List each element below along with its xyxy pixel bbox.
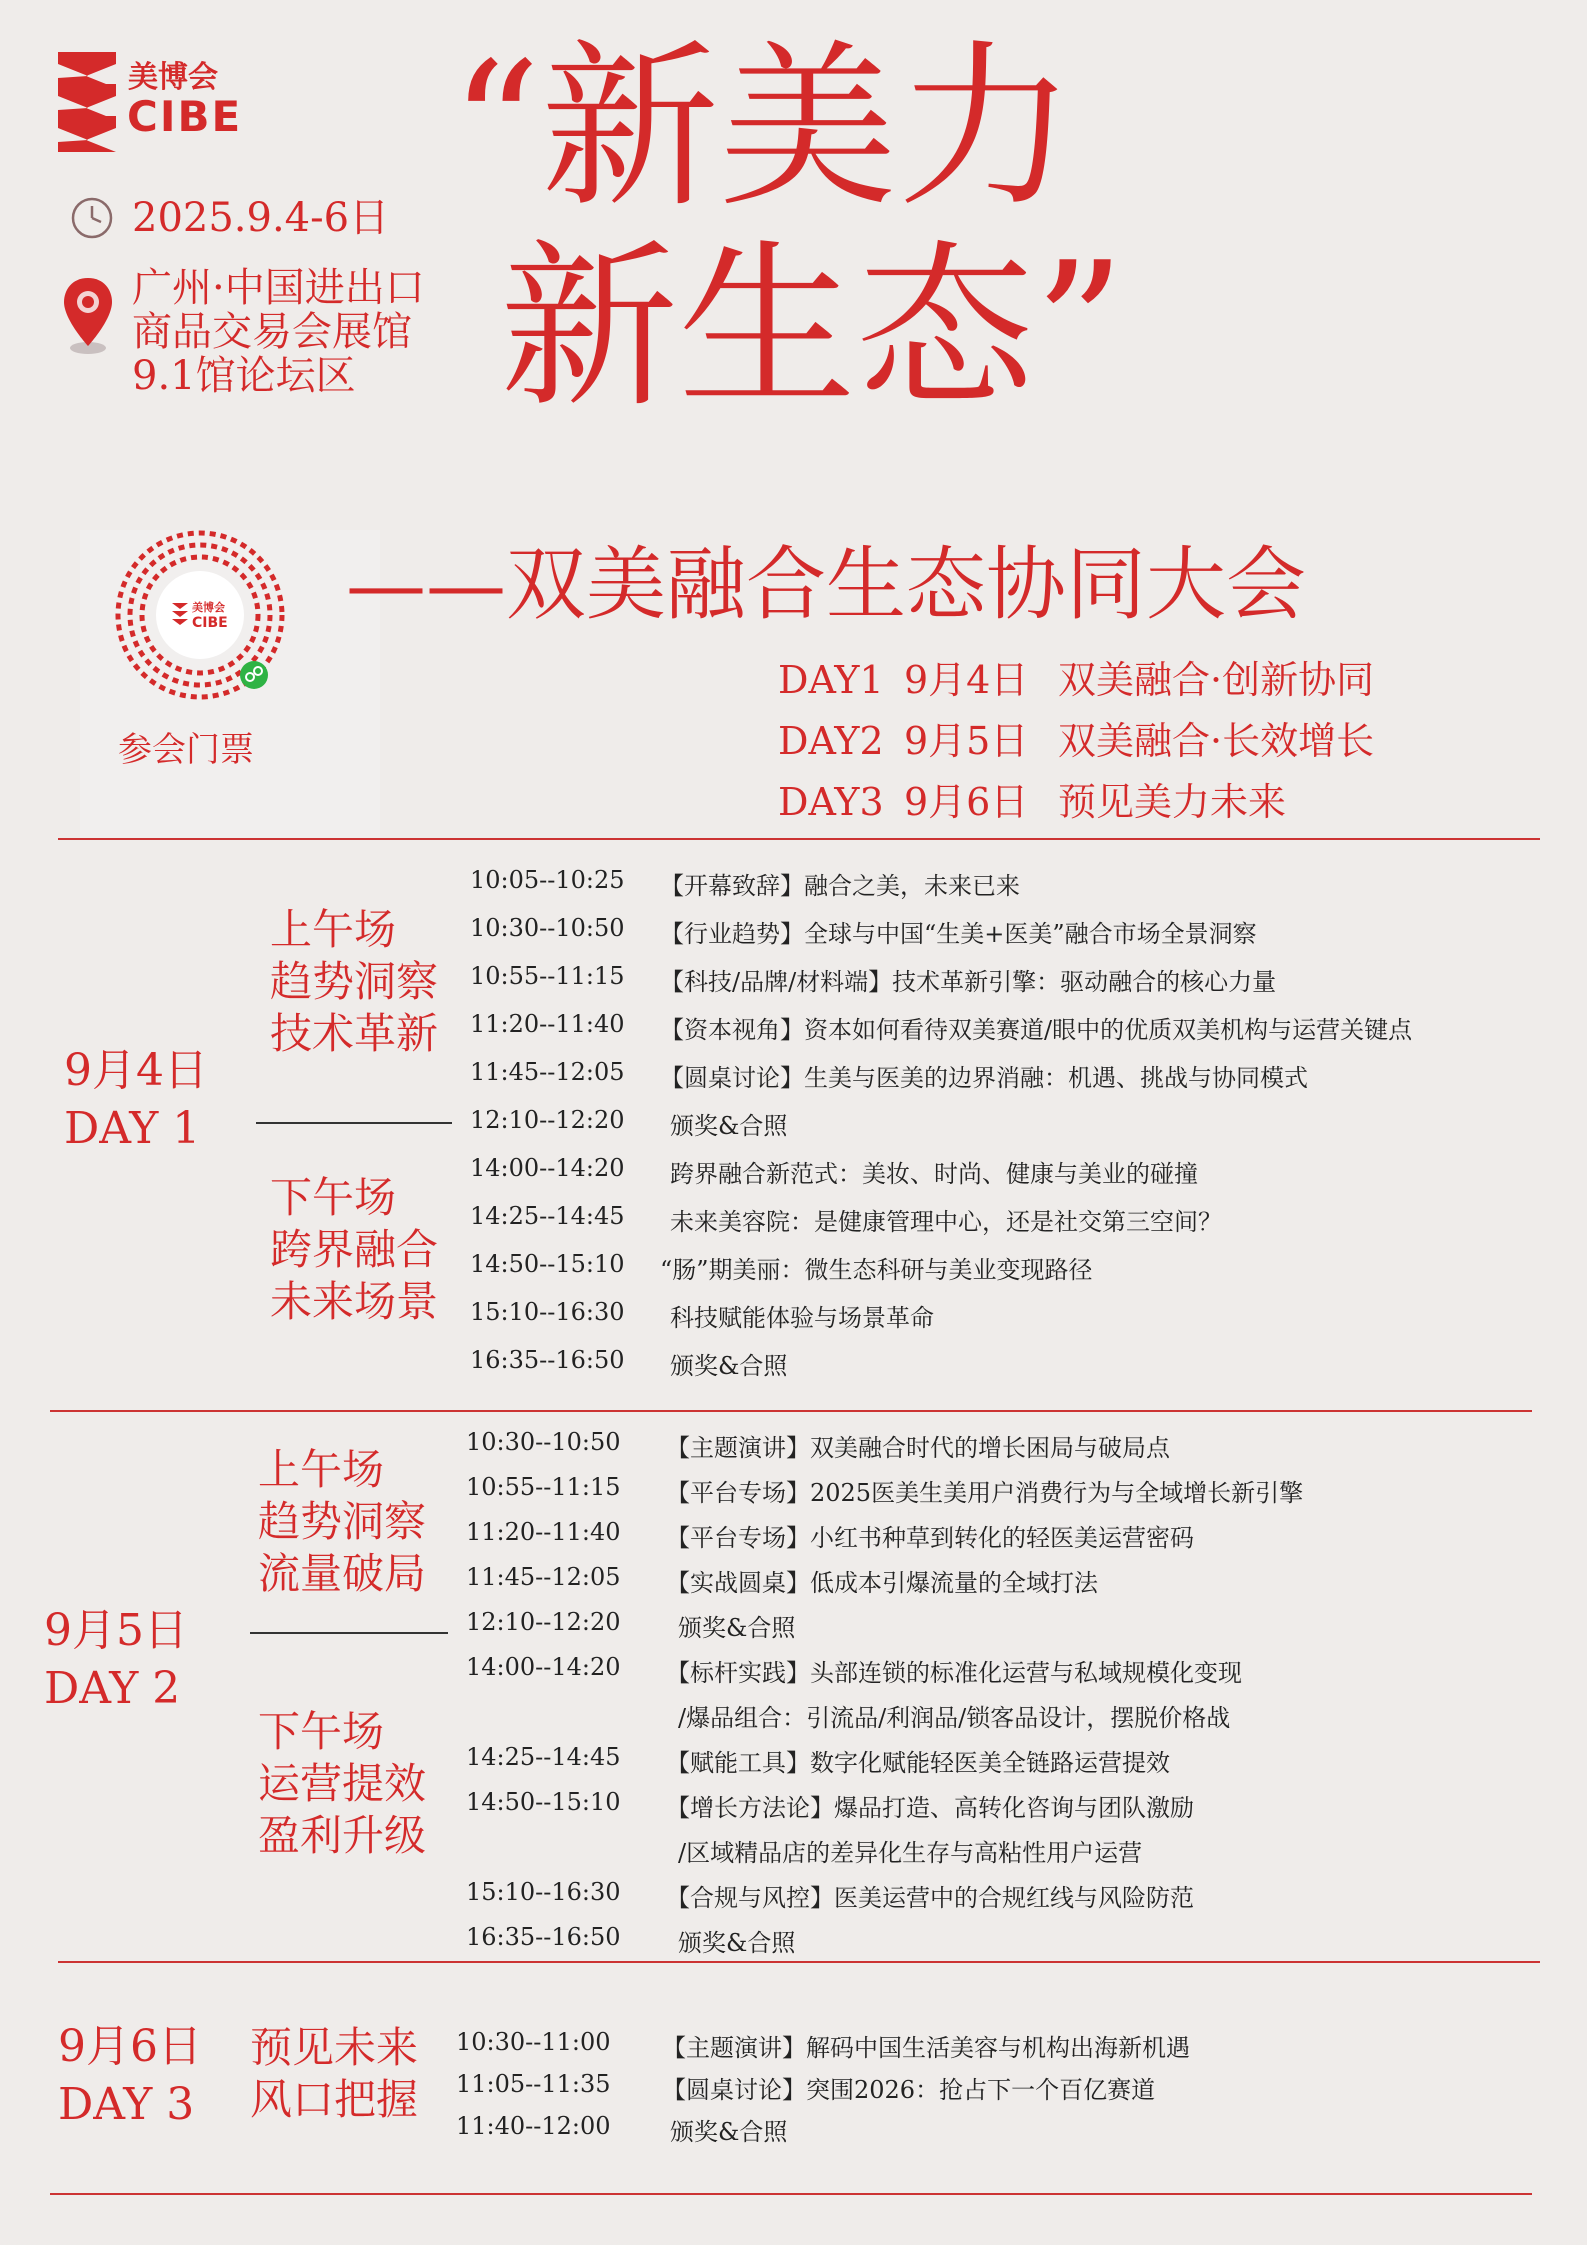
agenda-row [470, 1106, 1540, 1140]
agenda-description: 未来美容院：是健康管理中心，还是社交第三空间？ [670, 1208, 1222, 1236]
venue-line: 9.1馆论坛区 [132, 353, 356, 399]
agenda-description: 颁奖&合照 [678, 1929, 796, 1957]
agenda-time: 15:10--16:30 [470, 1298, 625, 1326]
section-divider [50, 1410, 1532, 1412]
agenda-time: 10:55--11:15 [470, 962, 625, 990]
agenda-row [466, 1518, 1536, 1552]
agenda-row [466, 1878, 1536, 1912]
agenda-row [466, 1788, 1536, 1822]
agenda-time: 11:20--11:40 [466, 1518, 621, 1546]
agenda-row [470, 1058, 1540, 1092]
day2-morning-session: 上午场 趋势洞察 流量破局 [258, 1445, 427, 1598]
svg-text:美博会: 美博会 [192, 601, 225, 614]
day-overview [778, 650, 1374, 833]
agenda-row [456, 2070, 1536, 2104]
agenda-description: 颁奖&合照 [670, 1352, 788, 1380]
agenda-time: 12:10--12:20 [466, 1608, 621, 1636]
agenda-description: 【实战圆桌】低成本引爆流量的全域打法 [666, 1569, 1098, 1597]
agenda-description: 【资本视角】资本如何看待双美赛道/眼中的优质双美机构与运营关键点 [660, 1016, 1413, 1044]
day1-afternoon-session: 下午场 跨界融合 未来场景 [270, 1173, 439, 1326]
mini-program-qr-code-icon[interactable] [110, 525, 290, 705]
day-overview-item: DAY3 9月6日 预见美力未来 [778, 780, 1287, 824]
agenda-time: 14:25--14:45 [466, 1743, 621, 1771]
agenda-description: 【合规与风控】医美运营中的合规红线与风险防范 [666, 1884, 1194, 1912]
agenda-row [470, 962, 1540, 996]
agenda-description: 【圆桌讨论】突围2026：抢占下一个百亿赛道 [662, 2076, 1156, 2104]
slogan [450, 24, 1125, 431]
agenda-description: 【开幕致辞】融合之美，未来已来 [660, 872, 1020, 900]
agenda-time: 10:30--11:00 [456, 2028, 611, 2056]
conference-title: ——双美融合生态协同大会 [346, 538, 1306, 631]
agenda-time: 12:10--12:20 [470, 1106, 625, 1134]
agenda-time: 14:50--15:10 [470, 1250, 625, 1278]
agenda-time: 14:00--14:20 [466, 1653, 621, 1681]
day-overview-item: DAY2 9月5日 双美融合·长效增长 [778, 719, 1375, 763]
agenda-time: 14:25--14:45 [470, 1202, 625, 1230]
section-divider [58, 1961, 1540, 1963]
day3-label: 9月6日 DAY 3 [58, 2021, 202, 2130]
agenda-description: 科技赋能体验与场景革命 [670, 1304, 934, 1332]
agenda-description: 跨界融合新范式：美妆、时尚、健康与美业的碰撞 [670, 1160, 1198, 1188]
location-pin-icon [62, 276, 114, 356]
section-divider [58, 838, 1540, 840]
agenda-description: “肠”期美丽：微生态科研与美业变现路径 [660, 1256, 1093, 1284]
session-separator [250, 1632, 448, 1634]
agenda-description: 【主题演讲】解码中国生活美容与机构出海新机遇 [662, 2034, 1190, 2062]
agenda-description: 【平台专场】2025医美生美用户消费行为与全域增长新引擎 [666, 1479, 1304, 1507]
agenda-time: 11:40--12:00 [456, 2112, 611, 2140]
agenda-description: 【标杆实践】头部连锁的标准化运营与私域规模化变现 [666, 1659, 1242, 1687]
day2-afternoon-session: 下午场 运营提效 盈利升级 [258, 1707, 427, 1860]
agenda-time: 10:05--10:25 [470, 866, 625, 894]
event-venue [132, 266, 425, 398]
agenda-row [470, 866, 1540, 900]
day1-morning-session: 上午场 趋势洞察 技术革新 [270, 905, 439, 1058]
agenda-description: 【行业趋势】全球与中国“生美+医美”融合市场全景洞察 [660, 920, 1257, 948]
agenda-description: 颁奖&合照 [678, 1614, 796, 1642]
day3-session: 预见未来 风口把握 [250, 2023, 419, 2124]
agenda-row [470, 1346, 1540, 1380]
agenda-row [466, 1473, 1536, 1507]
clock-icon [70, 196, 114, 240]
agenda-time: 10:30--10:50 [466, 1428, 621, 1456]
agenda-time: 11:45--12:05 [470, 1058, 625, 1086]
agenda-time: 11:05--11:35 [456, 2070, 611, 2098]
agenda-row [466, 1743, 1536, 1777]
agenda-description: 【赋能工具】数字化赋能轻医美全链路运营提效 [666, 1749, 1170, 1777]
slogan-line-2: 新生态” [500, 224, 1125, 431]
venue-line: 广州·中国进出口 [132, 265, 425, 311]
logo-chinese-name: 美博会 [128, 60, 218, 95]
agenda-row [466, 1833, 1536, 1867]
section-divider [50, 2193, 1532, 2195]
agenda-row [470, 1010, 1540, 1044]
agenda-description: 【平台专场】小红书种草到转化的轻医美运营密码 [666, 1524, 1194, 1552]
agenda-row [470, 1202, 1540, 1236]
agenda-description: 【科技/品牌/材料端】技术革新引擎：驱动融合的核心力量 [660, 968, 1277, 996]
agenda-row [470, 1154, 1540, 1188]
agenda-description: /区域精品店的差异化生存与高粘性用户运营 [678, 1839, 1143, 1867]
agenda-time: 11:20--11:40 [470, 1010, 625, 1038]
agenda-row [456, 2028, 1536, 2062]
event-date: 2025.9.4-6日 [132, 195, 390, 241]
agenda-time: 14:00--14:20 [470, 1154, 625, 1182]
agenda-row [470, 1298, 1540, 1332]
agenda-row [466, 1653, 1536, 1687]
agenda-row [466, 1608, 1536, 1642]
logo-english-name: CIBE [127, 92, 243, 141]
agenda-time: 11:45--12:05 [466, 1563, 621, 1591]
agenda-time: 16:35--16:50 [466, 1923, 621, 1951]
agenda-description: 【增长方法论】爆品打造、高转化咨询与团队激励 [666, 1794, 1194, 1822]
svg-text:CIBE: CIBE [192, 615, 228, 631]
slogan-line-1: “新美力 [450, 24, 1075, 231]
day-overview-item: DAY1 9月4日 双美融合·创新协同 [778, 658, 1375, 702]
agenda-time: 10:55--11:15 [466, 1473, 621, 1501]
agenda-row [456, 2112, 1536, 2146]
agenda-row [466, 1923, 1536, 1957]
session-separator [256, 1122, 452, 1124]
agenda-row [470, 914, 1540, 948]
ticket-label: 参会门票 [118, 730, 254, 770]
agenda-description: 颁奖&合照 [670, 2118, 788, 2146]
agenda-row [470, 1250, 1540, 1284]
venue-line: 商品交易会展馆 [132, 309, 412, 355]
agenda-description: 【圆桌讨论】生美与医美的边界消融：机遇、挑战与协同模式 [660, 1064, 1308, 1092]
agenda-description: 【主题演讲】双美融合时代的增长困局与破局点 [666, 1434, 1170, 1462]
day1-label: 9月4日 DAY 1 [64, 1045, 208, 1154]
cibe-logo-icon [56, 48, 118, 152]
agenda-description: /爆品组合：引流品/利润品/锁客品设计，摆脱价格战 [678, 1704, 1231, 1732]
agenda-time: 16:35--16:50 [470, 1346, 625, 1374]
agenda-description: 颁奖&合照 [670, 1112, 788, 1140]
day2-label: 9月5日 DAY 2 [44, 1605, 188, 1714]
agenda-time: 15:10--16:30 [466, 1878, 621, 1906]
agenda-row [466, 1428, 1536, 1462]
agenda-row [466, 1698, 1536, 1732]
agenda-row [466, 1563, 1536, 1597]
agenda-time: 14:50--15:10 [466, 1788, 621, 1816]
agenda-time: 10:30--10:50 [470, 914, 625, 942]
